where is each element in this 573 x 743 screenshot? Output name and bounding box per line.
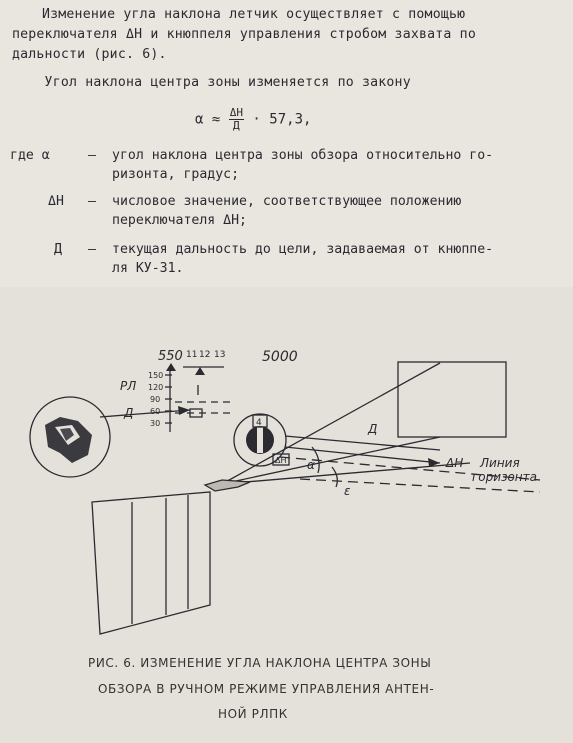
paragraph-line-2: переключателя ΔН и кнюппеля управления стробом захвата по: [12, 27, 476, 42]
formula: [195, 107, 311, 132]
definition-text-line: текущая дальность до цели, задаваемая от кнюппе-: [112, 242, 494, 257]
label-11: 11: [186, 350, 198, 360]
switch-top-label: 4: [256, 418, 262, 428]
definition-symbol: ΔН: [48, 194, 64, 209]
epsilon-arc: [332, 467, 337, 487]
definition-symbol: где α: [10, 148, 50, 163]
caption-line-2: ОБЗОРА В РУЧНОМ РЕЖИМЕ УПРАВЛЕНИЯ АНТЕН-: [98, 682, 435, 696]
formula-fraction: [229, 107, 244, 132]
label-rl: РЛ: [120, 379, 137, 393]
formula-rhs: · 57,3,: [252, 111, 312, 128]
label-550: 550: [158, 349, 183, 364]
cockpit-panel: [92, 492, 210, 634]
aircraft-icon: [205, 480, 250, 491]
figure-diagram: [0, 287, 573, 743]
horizon-label-line2: горизонта: [472, 470, 537, 484]
caption-line-3: НОЙ РЛПК: [218, 707, 288, 721]
scale-label: 60: [150, 407, 161, 416]
angle-epsilon-label: ε: [344, 484, 351, 498]
definition-text-line: угол наклона центра зоны обзора относительно го-: [112, 148, 494, 163]
definition-text-line: ризонта, градус;: [112, 167, 240, 182]
paragraph-line-4: Угол наклона центра зоны изменяется по закону: [12, 75, 411, 90]
paragraph-line-3: дальности (рис. 6).: [12, 47, 167, 62]
definition-dash: –: [88, 242, 96, 257]
scale-label: 120: [148, 383, 164, 392]
formula-denominator: Д: [233, 119, 240, 132]
label-d: Д: [124, 406, 134, 420]
beam-label-d: Д: [368, 422, 378, 436]
definition-text-line: переключателя ΔН;: [112, 213, 247, 228]
switch-bottom-label: ΔН: [275, 456, 287, 465]
label-12: 12: [199, 350, 211, 360]
switch-pointer: [285, 436, 440, 450]
scale-label: 150: [148, 371, 164, 380]
horizon-label-line1: Линия: [480, 456, 520, 470]
angle-alpha-label: α: [307, 458, 315, 472]
formula-lhs: α ≈: [195, 111, 221, 128]
caption-line-1: РИС. 6. ИЗМЕНЕНИЕ УГЛА НАКЛОНА ЦЕНТРА ЗОНЫ: [88, 656, 432, 670]
label-5000: 5000: [262, 349, 298, 365]
formula-numerator: ΔН: [229, 106, 243, 119]
definition-text-line: ля КУ-31.: [112, 261, 184, 276]
definition-dash: –: [88, 148, 96, 163]
scale-label: 30: [150, 419, 161, 428]
target-rectangle: [398, 362, 506, 437]
definition-dash: –: [88, 194, 96, 209]
label-13: 13: [214, 350, 226, 360]
arrow-label-delta-h: ΔН: [446, 456, 464, 470]
definition-symbol: Д: [54, 242, 62, 257]
scale-label: 90: [150, 395, 161, 404]
definition-text-line: числовое значение, соответствующее положению: [112, 194, 462, 209]
paragraph-line-1: Изменение угла наклона летчик осуществляет с помощью: [42, 7, 466, 22]
